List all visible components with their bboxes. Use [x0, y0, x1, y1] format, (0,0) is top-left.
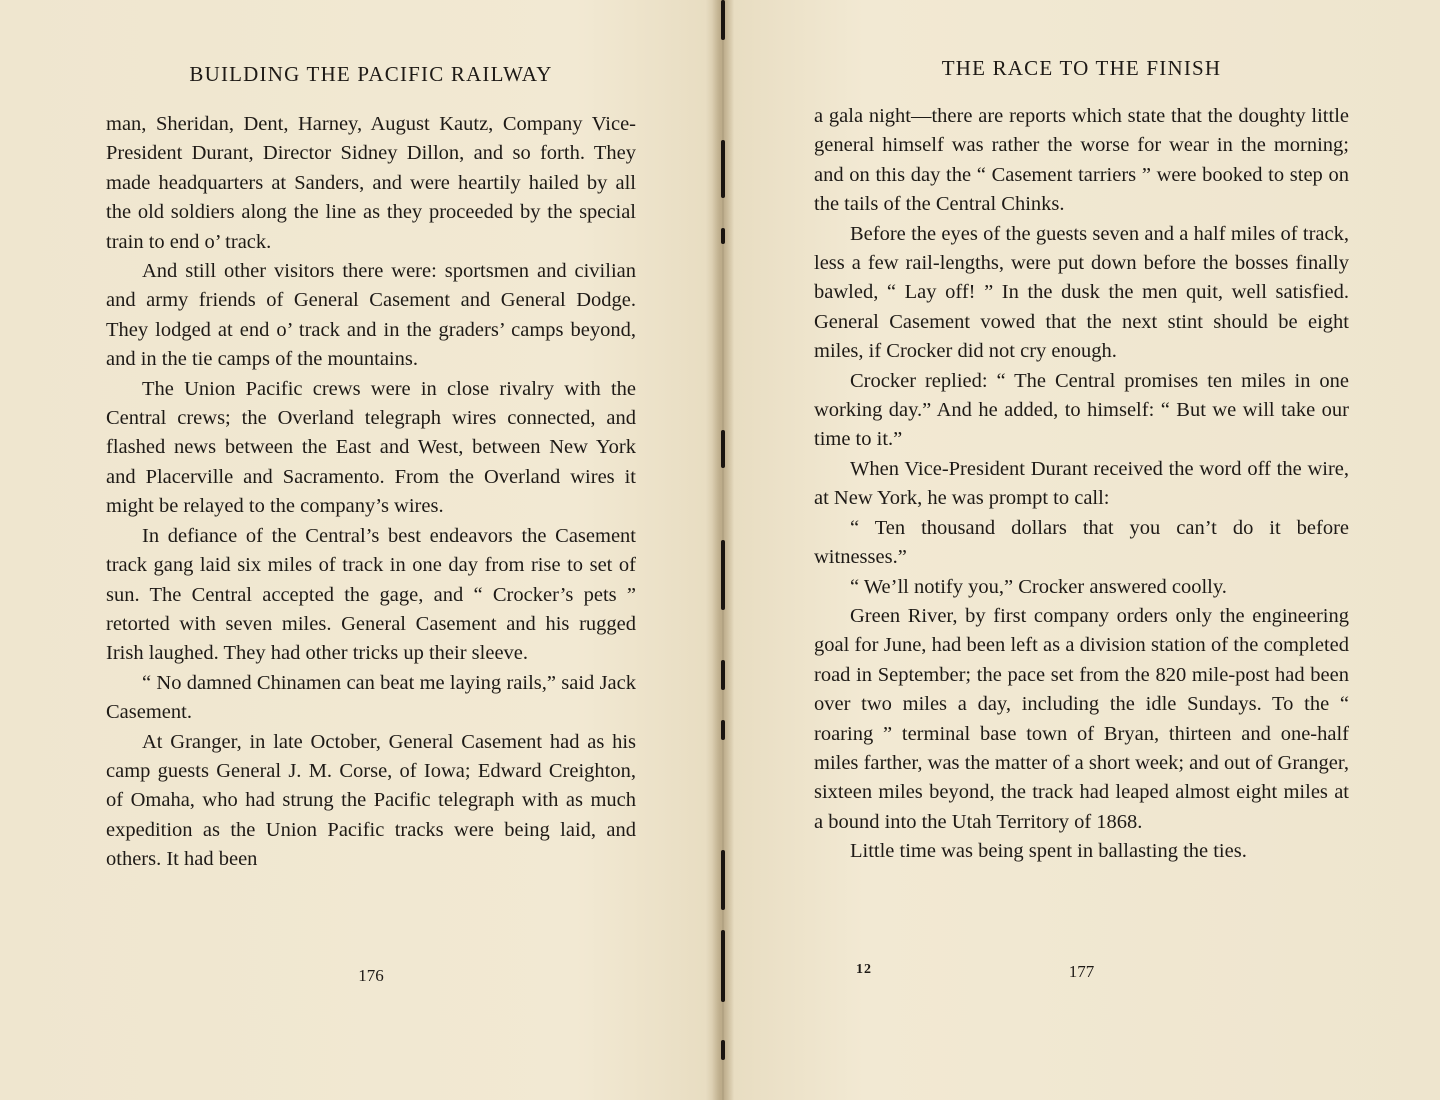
- page-number: 177: [1068, 962, 1095, 981]
- paragraph: In defiance of the Central’s best endeavors the Casement track gang laid six miles of track in one day from rise to set of sun. The Central accepted the gage, and “ Crocker’s pets ” retorted with seven miles. General Casement and his rugged Irish laughed. They had other tricks up their sleeve.: [106, 524, 636, 665]
- paragraph: The Union Pacific crews were in close rivalry with the Central crews; the Overland telegraph wires connected, and flashed news between the East and West, between New York and Placerville and Sacramento. From the Overland wires it might be relayed to the company’s wires.: [106, 377, 636, 518]
- binding-thread: [721, 0, 725, 40]
- paragraph: “ No damned Chinamen can beat me laying rails,” said Jack Casement.: [106, 671, 636, 724]
- binding-thread: [721, 540, 725, 610]
- paragraph: And still other visitors there were: sportsmen and civilian and army friends of General Casement and General Dodge. They lodged at end o’ track and in the graders’ camps beyond, and in the tie camps of the mountains.: [106, 260, 636, 371]
- page-body: [814, 102, 1349, 867]
- running-head: BUILDING THE PACIFIC RAILWAY: [189, 62, 553, 86]
- binding-thread: [721, 140, 725, 198]
- paragraph: “ Ten thousand dollars that you can’t do it before witnesses.”: [814, 516, 1349, 569]
- paragraph: Crocker replied: “ The Central promises ten miles in one working day.” And he added, to himself: “ But we will take our time to it.”: [814, 369, 1349, 451]
- signature-mark: 12: [856, 962, 872, 977]
- running-head: THE RACE TO THE FINISH: [941, 56, 1222, 80]
- paragraph: Before the eyes of the guests seven and a half miles of track, less a few rail-lengths, were put down before the bosses finally bawled, “ Lay off! ” In the dusk the men quit, well satisfied. General Casement vowed that the next stint should be eight miles, if Crocker did not cry enough.: [814, 222, 1349, 363]
- paragraph: man, Sheridan, Dent, Harney, August Kautz, Company Vice-President Durant, Director Sidney Dillon, and so forth. They made headquarters at Sanders, and were heartily hailed by all the old soldiers along the line as they proceeded by the special train to end o’ track.: [106, 113, 636, 253]
- binding-thread: [721, 1040, 725, 1060]
- binding-thread: [721, 660, 725, 690]
- binding-thread: [721, 930, 725, 1002]
- binding-thread: [721, 720, 725, 740]
- paragraph: Little time was being spent in ballasting the ties.: [850, 840, 1247, 863]
- page-number: 176: [358, 966, 384, 985]
- paragraph: When Vice-President Durant received the word off the wire, at New York, he was prompt to call:: [814, 457, 1349, 510]
- page-body: [106, 110, 636, 875]
- paragraph: Green River, by first company orders only the engineering goal for June, had been left as a division station of the completed road in September; the pace set from the 820 mile-post had been over two miles a day, including the idle Sundays. To the “ roaring ” terminal base town of Bryan, thirteen and one-half miles farther, was the matter of a short week; and out of Granger, sixteen miles beyond, the track had leaped almost eight miles at a bound into the Utah Territory of 1868.: [814, 604, 1349, 833]
- binding-thread: [721, 430, 725, 468]
- binding-thread: [721, 228, 725, 244]
- binding-thread: [721, 850, 725, 910]
- paragraph: “ We’ll notify you,” Crocker answered coolly.: [850, 575, 1227, 598]
- paragraph: a gala night—there are reports which state that the doughty little general himself was rather the worse for wear in the morning; and on this day the “ Casement tarriers ” were booked to step on the tails of the Central Chinks.: [814, 105, 1349, 216]
- paragraph: At Granger, in late October, General Casement had as his camp guests General J. M. Corse, of Iowa; Edward Creighton, of Omaha, who had strung the Pacific telegraph with as much expedition as the Union Pacific tracks were being laid, and others. It had been: [106, 730, 636, 871]
